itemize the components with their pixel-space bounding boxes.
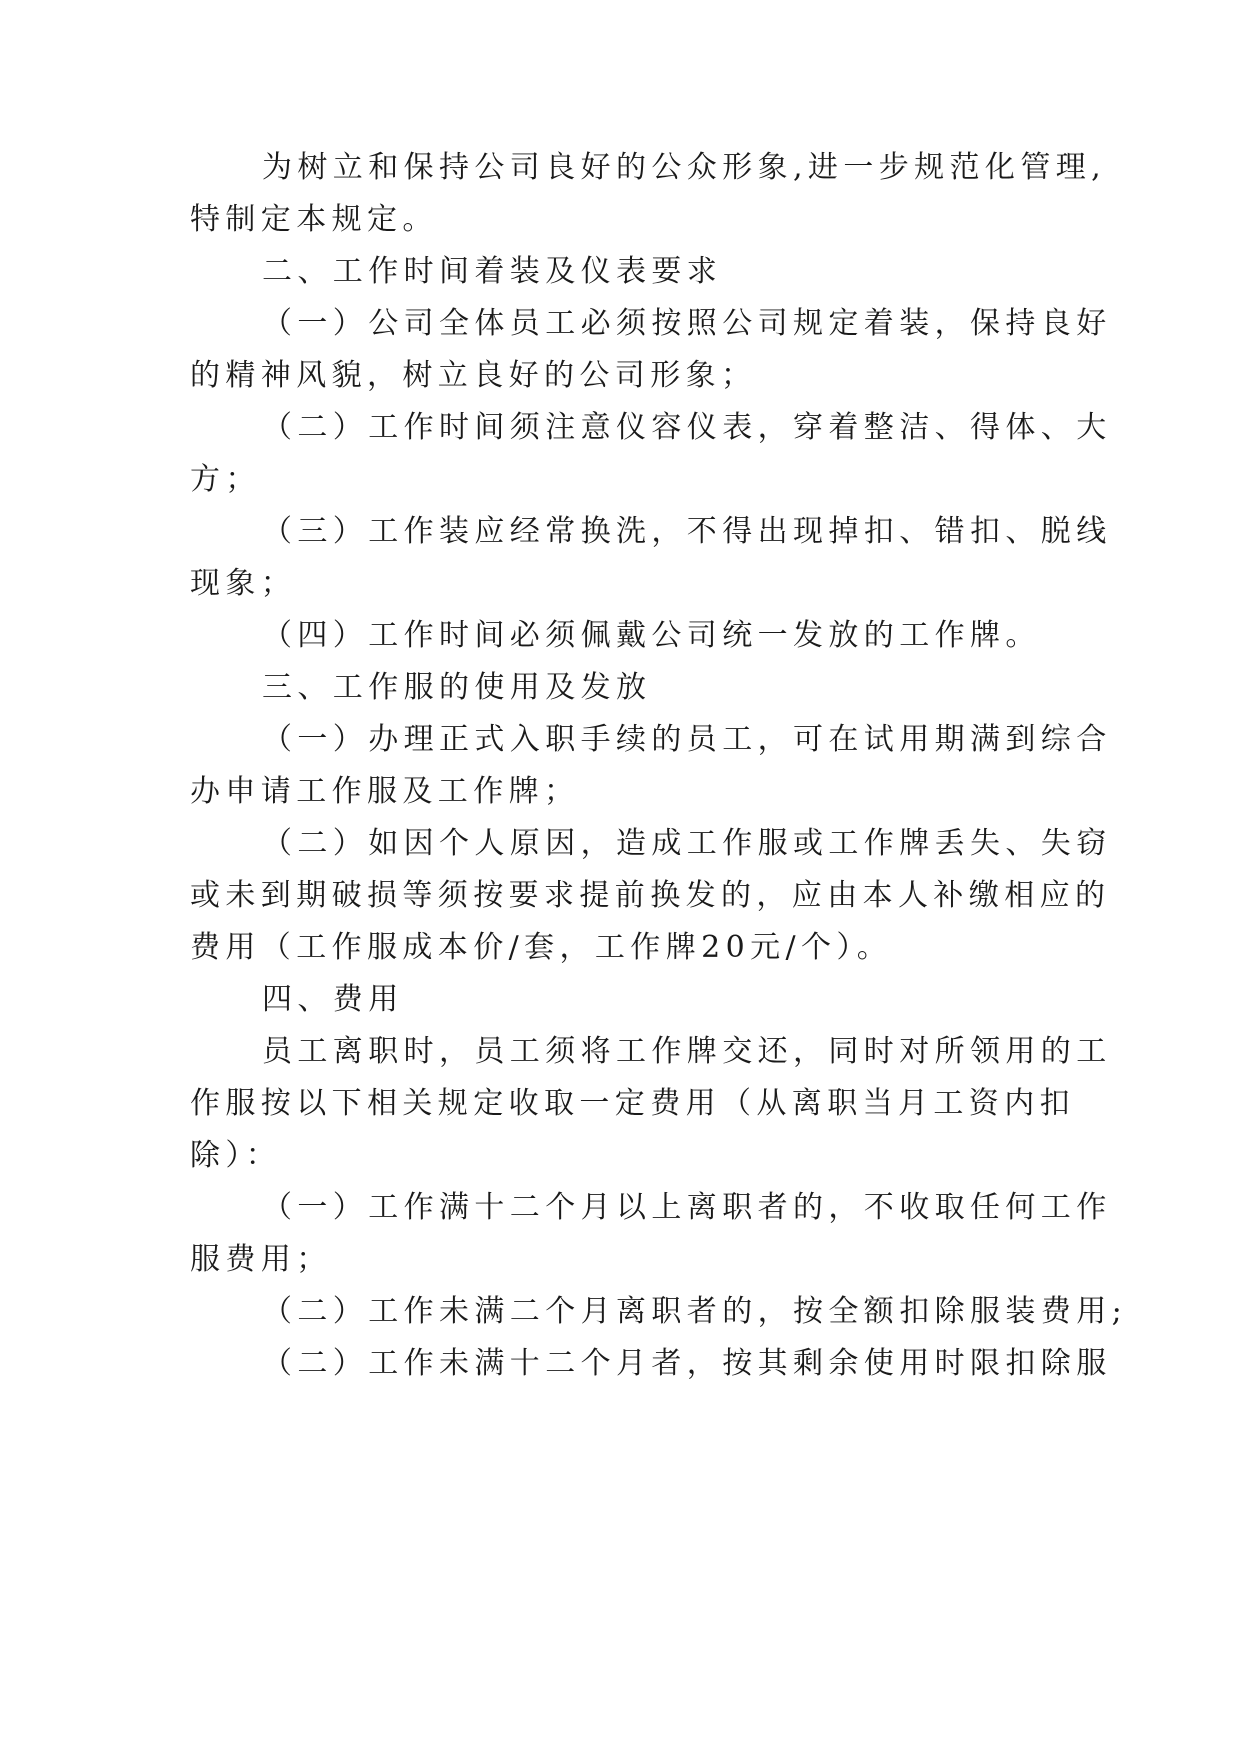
paragraph-line: （二）工作时间须注意仪容仪表，穿着整洁、得体、大 [262,410,1112,445]
paragraph-line: 特制定本规定。 [190,202,438,237]
paragraph-line: 现象； [190,566,297,601]
section-heading: 三、工作服的使用及发放 [262,670,652,705]
section-heading: 二、工作时间着装及仪表要求 [262,254,723,289]
paragraph-line: 员工离职时，员工须将工作牌交还，同时对所领用的工 [262,1034,1112,1069]
paragraph-line: （一）工作满十二个月以上离职者的，不收取任何工作 [262,1190,1112,1225]
paragraph-line: 方； [190,462,261,497]
paragraph-line: （一）公司全体员工必须按照公司规定着装，保持良好 [262,306,1112,341]
paragraph-line: 或未到期破损等须按要求提前换发的，应由本人补缴相应的 [190,878,1111,913]
paragraph-line: （二）如因个人原因，造成工作服或工作牌丢失、失窃 [262,826,1112,861]
paragraph-line: 作服按以下相关规定收取一定费用（从离职当月工资内扣 [190,1086,1075,1121]
paragraph-line: （三）工作装应经常换洗，不得出现掉扣、错扣、脱线 [262,514,1112,549]
paragraph-line: （一）办理正式入职手续的员工，可在试用期满到综合 [262,722,1112,757]
paragraph-line: 的精神风貌，树立良好的公司形象； [190,358,757,393]
paragraph-line: 费用（工作服成本价/套，工作牌20元/个）。 [190,930,893,965]
paragraph-line: 除）： [190,1138,282,1173]
paragraph-line: 办申请工作服及工作牌； [190,774,580,809]
paragraph-line: 服费用； [190,1242,332,1277]
section-heading: 四、费用 [262,982,404,1017]
paragraph-line: 为树立和保持公司良好的公众形象,进一步规范化管理, [262,150,1107,185]
paragraph-line: （四）工作时间必须佩戴公司统一发放的工作牌。 [262,618,1041,653]
paragraph-line: （二）工作未满十二个月者，按其剩余使用时限扣除服 [262,1346,1112,1381]
paragraph-line: （二）工作未满二个月离职者的，按全额扣除服装费用; [262,1294,1128,1329]
